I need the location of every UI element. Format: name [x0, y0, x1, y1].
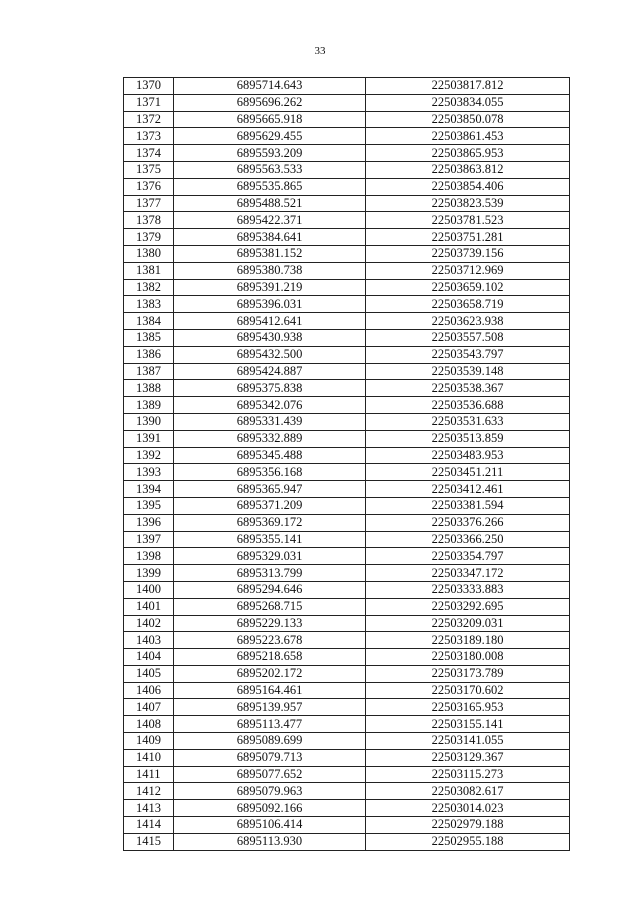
x-coordinate-cell: 6895313.799 [174, 565, 366, 582]
point-number-cell: 1373 [124, 128, 174, 145]
table-row [124, 296, 570, 313]
y-coordinate-cell: 22503292.695 [366, 598, 570, 615]
y-coordinate-cell: 22503173.789 [366, 665, 570, 682]
table-row [124, 145, 570, 162]
table-row [124, 833, 570, 850]
x-coordinate-cell: 6895113.930 [174, 833, 366, 850]
x-coordinate-cell: 6895629.455 [174, 128, 366, 145]
table-row [124, 363, 570, 380]
page-number: 33 [314, 45, 326, 57]
x-coordinate-cell: 6895384.641 [174, 229, 366, 246]
table-row [124, 565, 570, 582]
point-number-cell: 1400 [124, 581, 174, 598]
point-number-cell: 1393 [124, 464, 174, 481]
x-coordinate-cell: 6895714.643 [174, 78, 366, 95]
x-coordinate-cell: 6895294.646 [174, 581, 366, 598]
point-number-cell: 1384 [124, 313, 174, 330]
x-coordinate-cell: 6895106.414 [174, 817, 366, 834]
point-number-cell: 1374 [124, 145, 174, 162]
table-row [124, 632, 570, 649]
table-row [124, 229, 570, 246]
table-row [124, 665, 570, 682]
point-number-cell: 1383 [124, 296, 174, 313]
y-coordinate-cell: 22503209.031 [366, 615, 570, 632]
y-coordinate-cell: 22503658.719 [366, 296, 570, 313]
table-row [124, 380, 570, 397]
y-coordinate-cell: 22503115.273 [366, 766, 570, 783]
point-number-cell: 1402 [124, 615, 174, 632]
y-coordinate-cell: 22503817.812 [366, 78, 570, 95]
point-number-cell: 1385 [124, 329, 174, 346]
x-coordinate-cell: 6895488.521 [174, 195, 366, 212]
x-coordinate-cell: 6895268.715 [174, 598, 366, 615]
y-coordinate-cell: 22503861.453 [366, 128, 570, 145]
y-coordinate-cell: 22503781.523 [366, 212, 570, 229]
y-coordinate-cell: 22503854.406 [366, 178, 570, 195]
table-row [124, 749, 570, 766]
x-coordinate-cell: 6895345.488 [174, 447, 366, 464]
point-number-cell: 1412 [124, 783, 174, 800]
y-coordinate-cell: 22503180.008 [366, 649, 570, 666]
x-coordinate-cell: 6895432.500 [174, 346, 366, 363]
x-coordinate-cell: 6895369.172 [174, 514, 366, 531]
y-coordinate-cell: 22503513.859 [366, 430, 570, 447]
table-row [124, 649, 570, 666]
table-row [124, 397, 570, 414]
point-number-cell: 1409 [124, 733, 174, 750]
table-row [124, 514, 570, 531]
y-coordinate-cell: 22503082.617 [366, 783, 570, 800]
point-number-cell: 1413 [124, 800, 174, 817]
y-coordinate-cell: 22503823.539 [366, 195, 570, 212]
point-number-cell: 1405 [124, 665, 174, 682]
point-number-cell: 1415 [124, 833, 174, 850]
y-coordinate-cell: 22503155.141 [366, 716, 570, 733]
x-coordinate-cell: 6895380.738 [174, 262, 366, 279]
point-number-cell: 1377 [124, 195, 174, 212]
x-coordinate-cell: 6895079.713 [174, 749, 366, 766]
table-row [124, 195, 570, 212]
point-number-cell: 1404 [124, 649, 174, 666]
y-coordinate-cell: 22503712.969 [366, 262, 570, 279]
point-number-cell: 1379 [124, 229, 174, 246]
x-coordinate-cell: 6895593.209 [174, 145, 366, 162]
point-number-cell: 1389 [124, 397, 174, 414]
point-number-cell: 1401 [124, 598, 174, 615]
point-number-cell: 1403 [124, 632, 174, 649]
coordinates-table-body [124, 78, 570, 851]
table-row [124, 548, 570, 565]
x-coordinate-cell: 6895375.838 [174, 380, 366, 397]
x-coordinate-cell: 6895077.652 [174, 766, 366, 783]
x-coordinate-cell: 6895422.371 [174, 212, 366, 229]
y-coordinate-cell: 22503451.211 [366, 464, 570, 481]
table-row [124, 161, 570, 178]
point-number-cell: 1406 [124, 682, 174, 699]
x-coordinate-cell: 6895332.889 [174, 430, 366, 447]
x-coordinate-cell: 6895391.219 [174, 279, 366, 296]
point-number-cell: 1391 [124, 430, 174, 447]
y-coordinate-cell: 22503366.250 [366, 531, 570, 548]
y-coordinate-cell: 22503623.938 [366, 313, 570, 330]
y-coordinate-cell: 22503189.180 [366, 632, 570, 649]
point-number-cell: 1399 [124, 565, 174, 582]
point-number-cell: 1408 [124, 716, 174, 733]
y-coordinate-cell: 22503333.883 [366, 581, 570, 598]
y-coordinate-cell: 22503543.797 [366, 346, 570, 363]
point-number-cell: 1397 [124, 531, 174, 548]
x-coordinate-cell: 6895331.439 [174, 413, 366, 430]
x-coordinate-cell: 6895356.168 [174, 464, 366, 481]
x-coordinate-cell: 6895079.963 [174, 783, 366, 800]
table-row [124, 497, 570, 514]
point-number-cell: 1375 [124, 161, 174, 178]
x-coordinate-cell: 6895371.209 [174, 497, 366, 514]
table-row [124, 682, 570, 699]
y-coordinate-cell: 22503347.172 [366, 565, 570, 582]
y-coordinate-cell: 22502979.188 [366, 817, 570, 834]
y-coordinate-cell: 22503165.953 [366, 699, 570, 716]
table-row [124, 733, 570, 750]
point-number-cell: 1381 [124, 262, 174, 279]
y-coordinate-cell: 22503557.508 [366, 329, 570, 346]
table-row [124, 94, 570, 111]
point-number-cell: 1378 [124, 212, 174, 229]
point-number-cell: 1394 [124, 481, 174, 498]
table-row [124, 783, 570, 800]
table-row [124, 413, 570, 430]
point-number-cell: 1388 [124, 380, 174, 397]
table-row [124, 245, 570, 262]
point-number-cell: 1390 [124, 413, 174, 430]
y-coordinate-cell: 22503483.953 [366, 447, 570, 464]
x-coordinate-cell: 6895535.865 [174, 178, 366, 195]
y-coordinate-cell: 22503536.688 [366, 397, 570, 414]
x-coordinate-cell: 6895218.658 [174, 649, 366, 666]
y-coordinate-cell: 22503538.367 [366, 380, 570, 397]
table-row [124, 346, 570, 363]
table-row [124, 329, 570, 346]
y-coordinate-cell: 22503129.367 [366, 749, 570, 766]
table-row [124, 279, 570, 296]
y-coordinate-cell: 22503376.266 [366, 514, 570, 531]
table-row [124, 766, 570, 783]
table-row [124, 800, 570, 817]
x-coordinate-cell: 6895665.918 [174, 111, 366, 128]
y-coordinate-cell: 22503850.078 [366, 111, 570, 128]
coordinates-table [123, 77, 570, 851]
table-row [124, 212, 570, 229]
y-coordinate-cell: 22503739.156 [366, 245, 570, 262]
table-row [124, 598, 570, 615]
x-coordinate-cell: 6895113.477 [174, 716, 366, 733]
x-coordinate-cell: 6895202.172 [174, 665, 366, 682]
x-coordinate-cell: 6895365.947 [174, 481, 366, 498]
table-row [124, 178, 570, 195]
x-coordinate-cell: 6895355.141 [174, 531, 366, 548]
point-number-cell: 1376 [124, 178, 174, 195]
y-coordinate-cell: 22503354.797 [366, 548, 570, 565]
table-row [124, 262, 570, 279]
table-row [124, 817, 570, 834]
x-coordinate-cell: 6895696.262 [174, 94, 366, 111]
point-number-cell: 1395 [124, 497, 174, 514]
x-coordinate-cell: 6895329.031 [174, 548, 366, 565]
y-coordinate-cell: 22503751.281 [366, 229, 570, 246]
y-coordinate-cell: 22503141.055 [366, 733, 570, 750]
table-row [124, 615, 570, 632]
y-coordinate-cell: 22503170.602 [366, 682, 570, 699]
y-coordinate-cell: 22503863.812 [366, 161, 570, 178]
point-number-cell: 1398 [124, 548, 174, 565]
table-row [124, 111, 570, 128]
table-row [124, 430, 570, 447]
x-coordinate-cell: 6895092.166 [174, 800, 366, 817]
x-coordinate-cell: 6895424.887 [174, 363, 366, 380]
point-number-cell: 1407 [124, 699, 174, 716]
table-row [124, 481, 570, 498]
table-row [124, 699, 570, 716]
table-row [124, 128, 570, 145]
x-coordinate-cell: 6895381.152 [174, 245, 366, 262]
point-number-cell: 1370 [124, 78, 174, 95]
y-coordinate-cell: 22503539.148 [366, 363, 570, 380]
point-number-cell: 1387 [124, 363, 174, 380]
y-coordinate-cell: 22503834.055 [366, 94, 570, 111]
table-row [124, 447, 570, 464]
x-coordinate-cell: 6895139.957 [174, 699, 366, 716]
point-number-cell: 1410 [124, 749, 174, 766]
y-coordinate-cell: 22502955.188 [366, 833, 570, 850]
table-row [124, 581, 570, 598]
point-number-cell: 1382 [124, 279, 174, 296]
x-coordinate-cell: 6895396.031 [174, 296, 366, 313]
y-coordinate-cell: 22503014.023 [366, 800, 570, 817]
y-coordinate-cell: 22503531.633 [366, 413, 570, 430]
point-number-cell: 1392 [124, 447, 174, 464]
x-coordinate-cell: 6895229.133 [174, 615, 366, 632]
table-row [124, 464, 570, 481]
point-number-cell: 1414 [124, 817, 174, 834]
y-coordinate-cell: 22503659.102 [366, 279, 570, 296]
x-coordinate-cell: 6895089.699 [174, 733, 366, 750]
table-row [124, 716, 570, 733]
y-coordinate-cell: 22503412.461 [366, 481, 570, 498]
point-number-cell: 1380 [124, 245, 174, 262]
point-number-cell: 1396 [124, 514, 174, 531]
y-coordinate-cell: 22503381.594 [366, 497, 570, 514]
table-row [124, 313, 570, 330]
x-coordinate-cell: 6895223.678 [174, 632, 366, 649]
x-coordinate-cell: 6895342.076 [174, 397, 366, 414]
table-row [124, 78, 570, 95]
y-coordinate-cell: 22503865.953 [366, 145, 570, 162]
x-coordinate-cell: 6895164.461 [174, 682, 366, 699]
table-row [124, 531, 570, 548]
point-number-cell: 1371 [124, 94, 174, 111]
point-number-cell: 1411 [124, 766, 174, 783]
x-coordinate-cell: 6895430.938 [174, 329, 366, 346]
x-coordinate-cell: 6895563.533 [174, 161, 366, 178]
point-number-cell: 1372 [124, 111, 174, 128]
x-coordinate-cell: 6895412.641 [174, 313, 366, 330]
point-number-cell: 1386 [124, 346, 174, 363]
